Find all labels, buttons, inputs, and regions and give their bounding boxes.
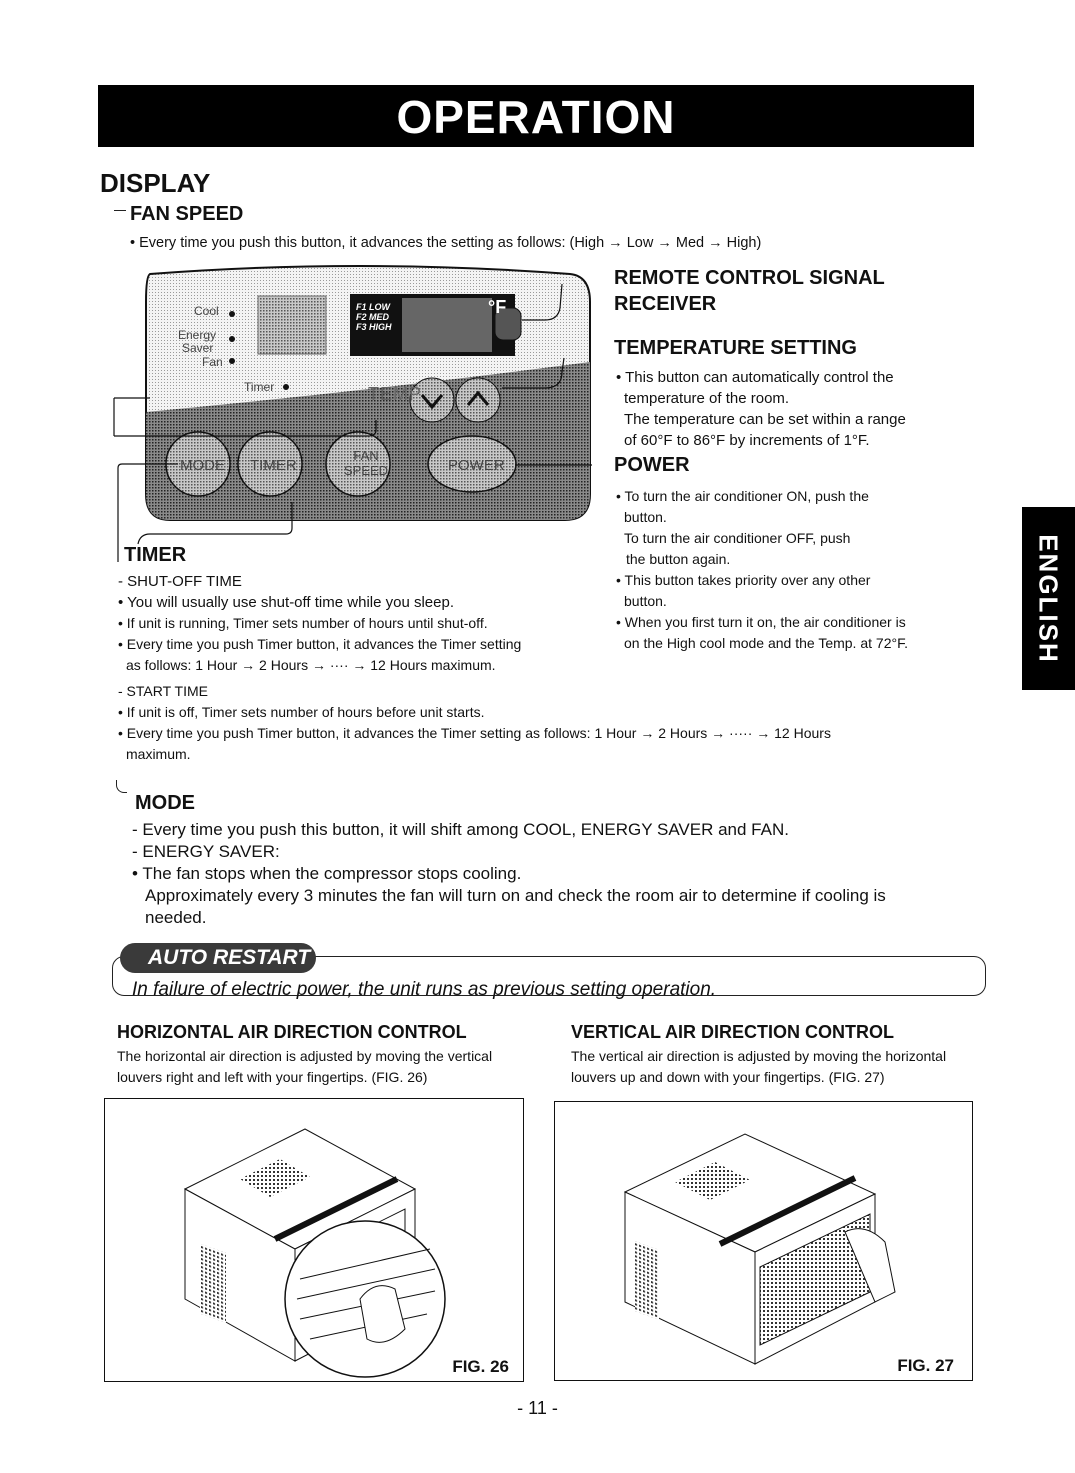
temperature-heading: TEMPERATURE SETTING	[614, 337, 857, 359]
timer-line: • If unit is running, Timer sets number of hours until shut-off.	[118, 615, 488, 631]
air-conditioner-illustration-27	[555, 1102, 972, 1380]
timer-line: maximum.	[126, 746, 191, 762]
panel-label-energy: Energy	[178, 328, 217, 342]
mode-line: Approximately every 3 minutes the fan will turn on and check the room air to determine if cooling is	[145, 886, 886, 905]
vertical-text	[571, 1046, 946, 1088]
page-number: - 11 -	[517, 1398, 558, 1418]
horizontal-heading: HORIZONTAL AIR DIRECTION CONTROL	[117, 1022, 467, 1042]
panel-label-cool: Cool	[194, 304, 219, 318]
timer-line: as follows: 1 Hour → 2 Hours → ···· → 12 Hours maximum.	[126, 657, 496, 673]
panel-label-temp: TEMP	[368, 384, 423, 404]
temperature-line: • This button can automatically control the	[616, 369, 894, 386]
power-line: button.	[624, 593, 667, 609]
temperature-line: The temperature can be set within a range	[624, 411, 906, 428]
power-line: button.	[624, 509, 667, 525]
panel-button-timer[interactable]: TIMER	[250, 457, 297, 474]
panel-button-power[interactable]: POWER	[448, 457, 505, 474]
panel-label-saver: Saver	[182, 341, 214, 355]
timer-line: - SHUT-OFF TIME	[118, 573, 242, 590]
vertical-heading: VERTICAL AIR DIRECTION CONTROL	[571, 1022, 894, 1042]
horizontal-line: louvers right and left with your fingertips. (FIG. 26)	[117, 1069, 428, 1085]
panel-fan-levels	[356, 302, 392, 332]
timer-line: - START TIME	[118, 683, 208, 699]
figure-27-frame	[554, 1101, 973, 1381]
remote-heading-line1: REMOTE CONTROL SIGNAL	[614, 267, 885, 289]
figure-26-frame	[104, 1098, 524, 1382]
fan-level-high: F3 HIGH	[356, 322, 392, 332]
fan-level-low: F1 LOW	[356, 302, 390, 312]
mode-line: - Every time you push this button, it will shift among COOL, ENERGY SAVER and FAN.	[132, 820, 789, 839]
vertical-line: louvers up and down with your fingertips. (FIG. 27)	[571, 1069, 885, 1085]
power-line: on the High cool mode and the Temp. at 72°F.	[624, 635, 908, 651]
fan-speed-heading: FAN SPEED	[130, 203, 244, 225]
temperature-line: temperature of the room.	[624, 390, 790, 407]
panel-button-mode[interactable]: MODE	[180, 457, 225, 474]
timer-line: • If unit is off, Timer sets number of hours before unit starts.	[118, 704, 485, 720]
language-tab	[1022, 507, 1075, 690]
horizontal-line: The horizontal air direction is adjusted by moving the vertical	[117, 1048, 493, 1064]
auto-restart-label: AUTO RESTART	[120, 943, 316, 973]
figure-27-caption: FIG. 27	[897, 1356, 954, 1375]
fan-speed-btn-line1: FAN	[353, 448, 379, 463]
figure-26-caption: FIG. 26	[452, 1357, 509, 1376]
mode-line: - ENERGY SAVER:	[132, 842, 280, 861]
page-banner: OPERATION	[98, 85, 974, 147]
panel-button-fan-speed[interactable]	[344, 448, 388, 478]
bracket-line	[116, 780, 127, 793]
timer-line: • Every time you push Timer button, it advances the Timer setting	[118, 636, 522, 652]
fan-speed-btn-line2: SPEED	[344, 463, 389, 478]
fan-speed-text: • Every time you push this button, it advances the setting as follows: (High → Low → Med → High)	[130, 235, 762, 251]
timer-line: • You will usually use shut-off time while you sleep.	[118, 594, 454, 611]
temperature-line: of 60°F to 86°F by increments of 1°F.	[624, 432, 870, 449]
timer-line: • Every time you push Timer button, it advances the Timer setting as follows: 1 Hour → 2 Hours → ····· → 12 Hours	[118, 725, 831, 741]
remote-heading-line2: RECEIVER	[614, 293, 717, 315]
section-heading-display: DISPLAY	[100, 168, 211, 198]
power-line: To turn the air conditioner OFF, push	[624, 530, 851, 546]
panel-label-fan: Fan	[202, 355, 223, 369]
temperature-text	[616, 367, 906, 451]
mode-text	[132, 819, 886, 929]
vertical-line: The vertical air direction is adjusted by moving the horizontal	[571, 1048, 947, 1064]
panel-label-timer: Timer	[244, 380, 275, 394]
power-line: • To turn the air conditioner ON, push the	[616, 488, 869, 504]
language-tab-label: ENGLISH	[1033, 534, 1064, 664]
mode-heading: MODE	[135, 792, 195, 814]
panel-display-degree: °F	[488, 297, 507, 317]
bracket-line	[114, 210, 126, 211]
air-conditioner-illustration-26	[105, 1099, 523, 1381]
power-line: • When you first turn it on, the air conditioner is	[616, 614, 906, 630]
mode-line: • The fan stops when the compressor stops cooling.	[132, 864, 522, 883]
power-line: the button again.	[626, 551, 731, 567]
timer-heading: TIMER	[124, 544, 187, 566]
power-heading: POWER	[614, 454, 690, 476]
fan-level-med: F2 MED	[356, 312, 390, 322]
power-line: • This button takes priority over any other	[616, 572, 871, 588]
timer-text	[118, 571, 831, 765]
mode-line: needed.	[145, 908, 207, 927]
auto-restart-text: In failure of electric power, the unit runs as previous setting operation.	[132, 979, 717, 1000]
horizontal-text	[117, 1046, 492, 1088]
